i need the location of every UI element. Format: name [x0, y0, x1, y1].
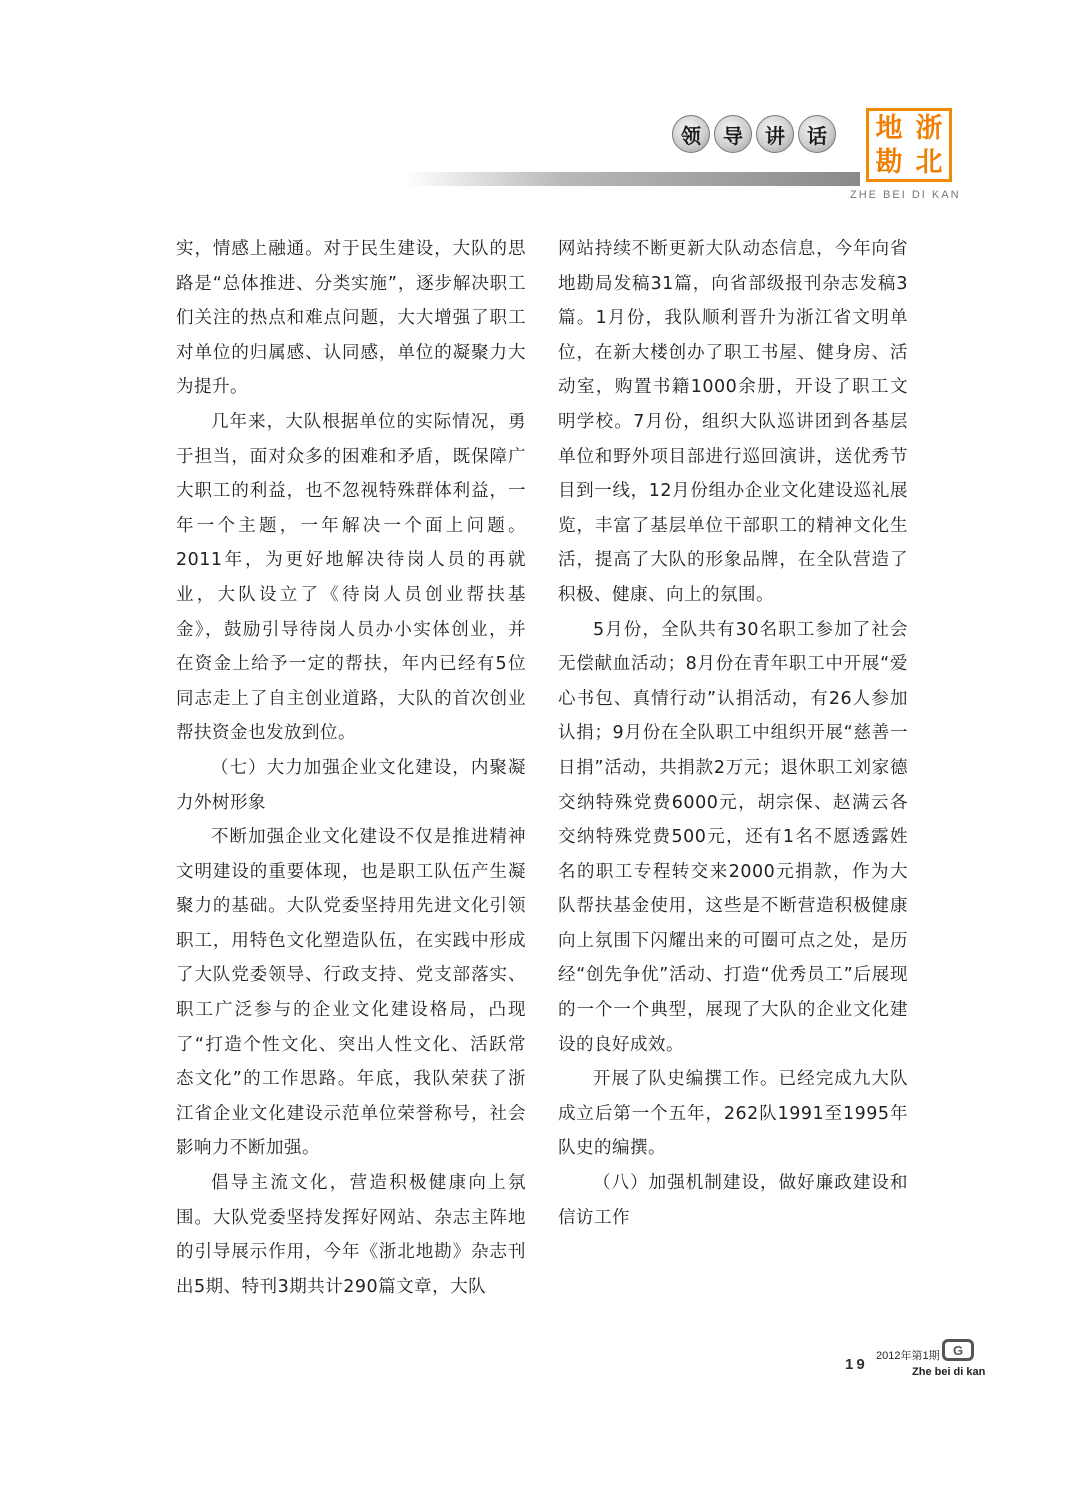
paragraph: 开展了队史编撰工作。已经完成九大队成立后第一个五年，262队1991至1995年队史的编撰。	[558, 1069, 908, 1159]
paragraph: 不断加强企业文化建设不仅是推进精神文明建设的重要体现，也是职工队伍产生凝聚力的基础。大队党委坚持用先进文化引领职工，用特色文化塑造队伍，在实践中形成了大队党委领导、行政支持、党支部落实、职工广泛参与的企业文化建设格局，凸现了“打造个性文化、突出人性文化、活跃常态文化”的工作思路。年底，我队荣获了浙江省企业文化建设示范单位荣誉称号，社会影响力不断加强。	[176, 827, 526, 1159]
paragraph: 5月份，全队共有30名职工参加了社会无偿献血活动；8月份在青年职工中开展“爱心书包、真情行动”认捐活动，有26人参加认捐；9月份在全队职工中组织开展“慈善一日捐”活动，共捐款2万元；退休职工刘家德交纳特殊党费6000元，胡宗保、赵满云各交纳特殊党费500元，还有1名不愿透露姓名的职工专程转交来2000元捐款，作为大队帮扶基金使用，这些是不断营造积极健康向上氛围下闪耀出来的可圈可点之处，是历经“创先争优”活动、打造“优秀员工”后展现的一个一个典型，展现了大队的企业文化建设的良好成效。	[558, 619, 908, 1055]
header-rule	[405, 172, 860, 186]
issue-label: 2012年第1期	[876, 1350, 940, 1362]
left-column	[176, 232, 526, 1304]
section-title	[672, 115, 836, 153]
logo-char: 勘	[875, 146, 903, 178]
paragraph: 倡导主流文化，营造积极健康向上氛围。大队党委坚持发挥好网站、杂志主阵地的引导展示作用，今年《浙北地勘》杂志刊出5期、特刊3期共计290篇文章，大队	[176, 1173, 526, 1297]
logo-char: 地	[875, 112, 903, 144]
logo-char: 北	[915, 146, 943, 178]
paragraph: 网站持续不断更新大队动态信息，今年向省地勘局发稿31篇，向省部级报刊杂志发稿3篇。1月份，我队顺利晋升为浙江省文明单位，在新大楼创办了职工书屋、健身房、活动室，购置书籍1000余册，开设了职工文明学校。7月份，组织大队巡讲团到各基层单位和野外项目部进行巡回演讲，送优秀节目到一线，12月份组办企业文化建设巡礼展览，丰富了基层单位干部职工的精神文化生活，提高了大队的形象品牌，在全队营造了积极、健康、向上的氛围。	[558, 239, 908, 605]
page-number: 19	[845, 1356, 868, 1373]
section-heading: （七）大力加强企业文化建设，内聚凝力外树形象	[176, 757, 526, 813]
footer-logo-mark: G	[942, 1339, 974, 1361]
section-heading: （八）加强机制建设，做好廉政建设和信访工作	[558, 1173, 908, 1228]
section-char: 导	[714, 115, 752, 153]
paragraph: 几年来，大队根据单位的实际情况，勇于担当，面对众多的困难和矛盾，既保障广大职工的利益，也不忽视特殊群体利益，一年一个主题，一年解决一个面上问题。2011年，为更好地解决待岗人员的再就业，大队设立了《待岗人员创业帮扶基金》，鼓励引导待岗人员办小实体创业，并在资金上给予一定的帮扶，年内已经有5位同志走上了自主创业道路，大队的首次创业帮扶资金也发放到位。	[176, 411, 526, 744]
section-char: 讲	[756, 115, 794, 153]
magazine-logo	[866, 108, 952, 182]
logo-char: 浙	[915, 112, 943, 144]
magazine-name-en: ZHE BEI DI KAN	[850, 189, 961, 201]
right-column	[558, 232, 908, 1235]
section-char: 话	[798, 115, 836, 153]
paragraph: 实，情感上融通。对于民生建设，大队的思路是“总体推进、分类实施”，逐步解决职工们关注的热点和难点问题，大大增强了职工对单位的归属感、认同感，单位的凝聚力大为提升。	[176, 239, 526, 398]
section-char: 领	[672, 115, 710, 153]
footer-magazine-name: Zhe bei di kan	[912, 1366, 986, 1378]
